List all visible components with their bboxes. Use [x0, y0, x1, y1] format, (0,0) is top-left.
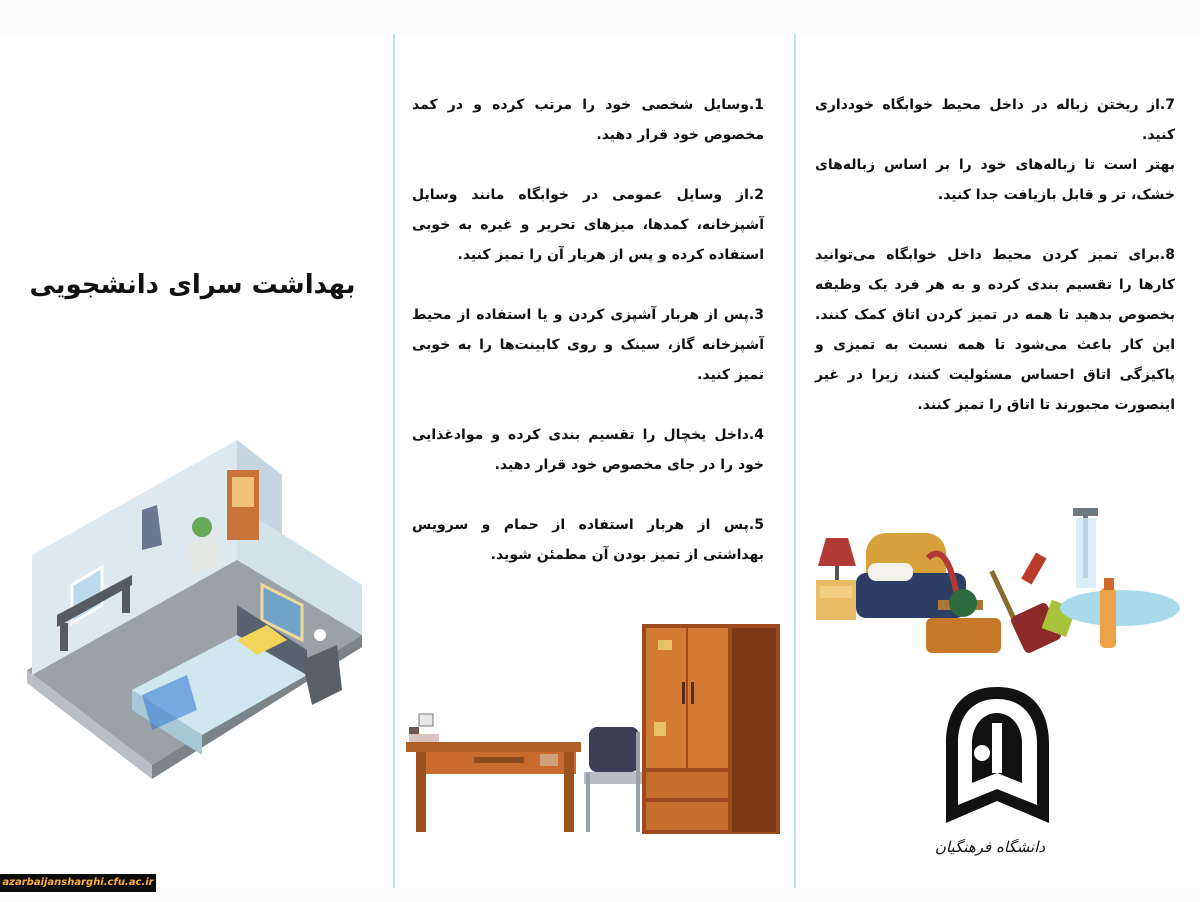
- tip-1: 1.وسایل شخصی خود را مرتب کرده و در کمد مخصوص خود قرار دهید.: [412, 97, 764, 143]
- tip-5: 5.پس از هربار استفاده از حمام و سرویس بهداشتی از تمیز بودن آن مطمئن شوید.: [412, 517, 764, 563]
- tip-7-note: بهتر است تا زباله‌های خود را بر اساس زباله‌های خشک، تر و قابل بازیافت جدا کنید.: [815, 157, 1175, 203]
- column-divider-right: [794, 34, 796, 888]
- tip-4: 4.داخل یخچال را تقسیم بندی کرده و موادغذایی خود را در جای مخصوص خود قرار دهید.: [412, 427, 764, 473]
- tip-2: 2.از وسایل عمومی در خوابگاه مانند وسایل آشپزخانه، کمدها، میزهای تحریر و غیره به خوبی استفاده کرده و پس از هربار آن را تمیز کنید.: [412, 187, 764, 263]
- brochure-title: بهداشت سرای دانشجویی: [29, 270, 356, 300]
- tip-7: 7.از ریختن زباله در داخل محیط خوابگاه خودداری کنید.: [815, 97, 1175, 143]
- column-divider-left: [393, 34, 395, 888]
- dorm-room-illustration: [22, 435, 367, 785]
- farhangian-university-logo: [940, 683, 1055, 838]
- right-column: [815, 90, 1175, 420]
- bottom-band: [0, 888, 1200, 902]
- watermark: azarbaijansharghi.cfu.ac.ir: [0, 874, 156, 892]
- desk-chair-wardrobe-illustration: [404, 622, 784, 834]
- top-band: [0, 0, 1200, 34]
- cleaning-supplies-illustration: [808, 508, 1188, 658]
- middle-column: [412, 90, 764, 570]
- tip-3: 3.پس از هربار آشپزی کردن و یا استفاده از محیط آشپزخانه گاز، سینک و روی کابینت‌ها را به خوبی تمیز کنید.: [412, 307, 764, 383]
- logo-caption: دانشگاه فرهنگیان: [934, 838, 1046, 856]
- tip-8: 8.برای تمیز کردن محیط داخل خوابگاه می‌توانید کارها را تقسیم بندی کرده و به هر فرد یک وظیفه بخصوص بدهید تا همه در تمیز کردن اتاق کمک کنند. این کار باعث می‌شود تا همه نسبت به تمیزی و پاکیزگی اتاق احساس مسئولیت کنند، زیرا در غیر اینصورت مجبورند تا اتاق را تمیز کنند.: [815, 247, 1175, 413]
